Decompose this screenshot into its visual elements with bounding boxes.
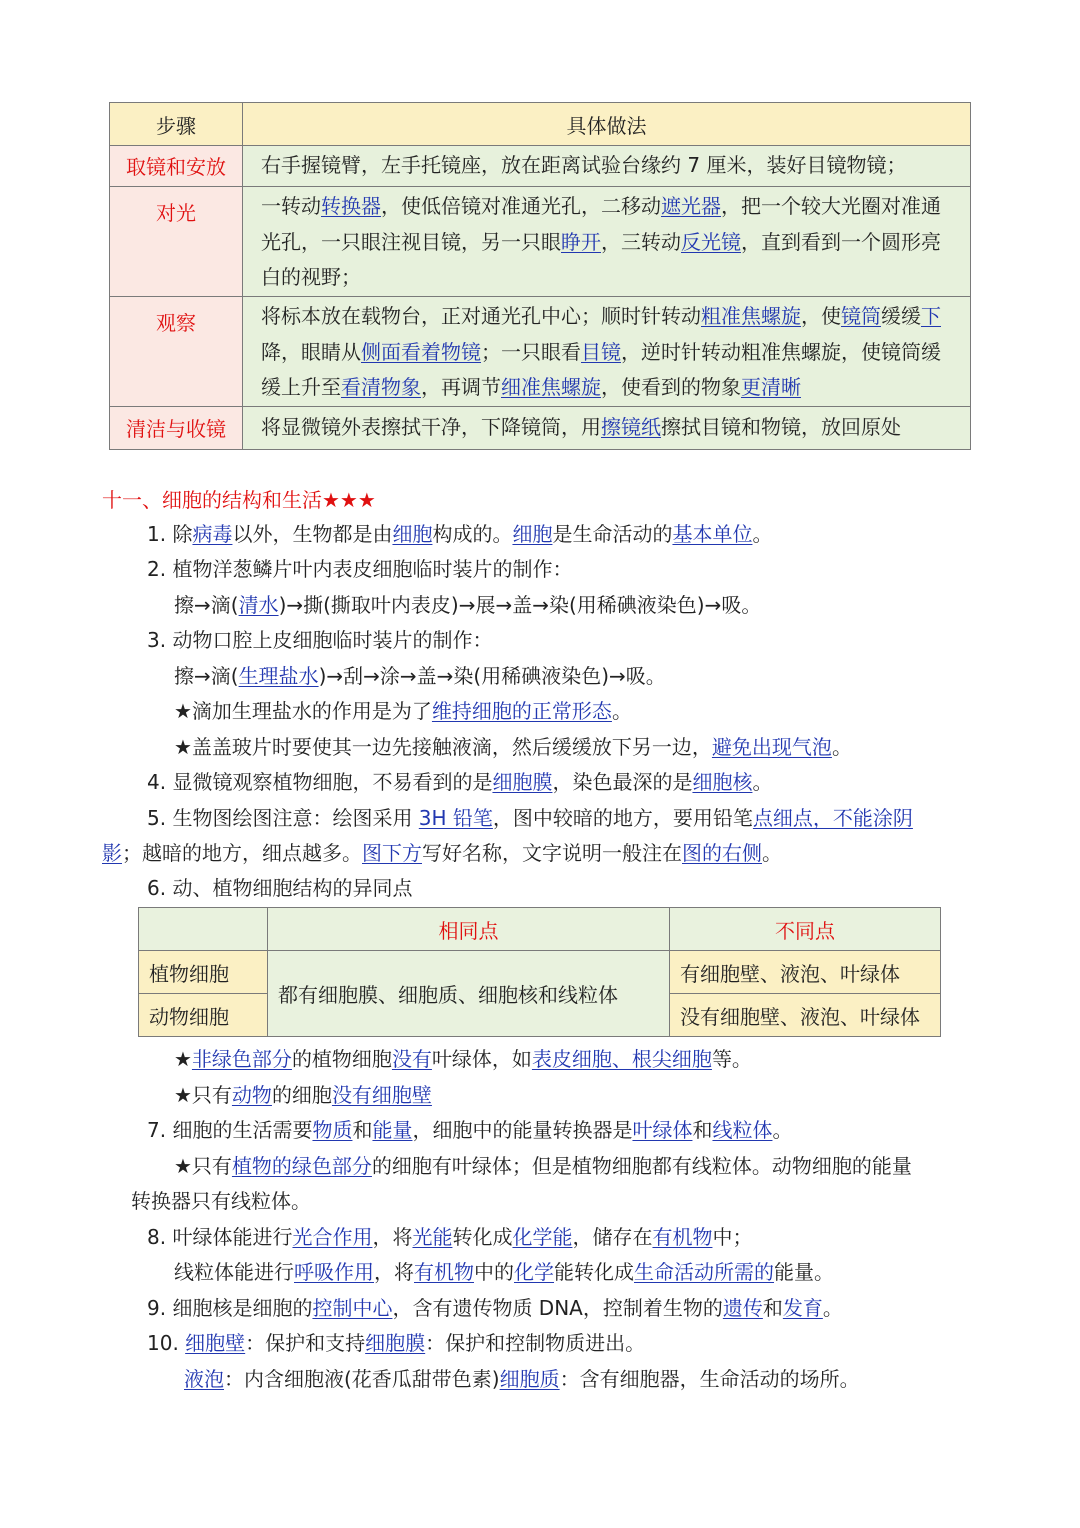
step-label: 取镜和安放 (110, 146, 243, 187)
header-blank (139, 908, 268, 951)
list-item: ★滴加生理盐水的作用是为了维持细胞的正常形态。 (174, 699, 632, 723)
row-label-plant: 植物细胞 (139, 951, 268, 994)
list-item: 9. 细胞核是细胞的控制中心，含有遗传物质 DNA，控制着生物的遗传和发育。 (147, 1296, 843, 1320)
list-item: ★盖盖玻片时要使其一边先接触液滴，然后缓缓放下另一边，避免出现气泡。 (174, 735, 852, 759)
list-item: 1. 除病毒以外，生物都是由细胞构成的。细胞是生命活动的基本单位。 (147, 522, 773, 546)
list-item: 影；越暗的地方，细点越多。图下方写好名称，文字说明一般注在图的右侧。 (102, 841, 782, 865)
list-item: 10. 细胞壁：保护和支持细胞膜：保护和控制物质进出。 (147, 1331, 646, 1355)
header-step: 步骤 (110, 103, 243, 146)
list-item: ★非绿色部分的植物细胞没有叶绿体，如表皮细胞、根尖细胞等。 (174, 1047, 752, 1071)
table-row (110, 407, 971, 450)
step-label: 观察 (110, 297, 243, 407)
list-item: 8. 叶绿体能进行光合作用，将光能转化成化学能，储存在有机物中； (147, 1225, 753, 1249)
table-row (139, 951, 941, 994)
row-label-animal: 动物细胞 (139, 994, 268, 1037)
list-item: 4. 显微镜观察植物细胞，不易看到的是细胞膜，染色最深的是细胞核。 (147, 770, 773, 794)
same-points: 都有细胞膜、细胞质、细胞核和线粒体 (268, 951, 670, 1037)
diff-animal: 没有细胞壁、液泡、叶绿体 (670, 994, 941, 1037)
table-header-row (110, 103, 971, 146)
cell-comparison-table (138, 907, 941, 1037)
list-item: 液泡：内含细胞液(花香瓜甜带色素)细胞质：含有细胞器，生命活动的场所。 (184, 1367, 860, 1391)
step-detail: 一转动转换器，使低倍镜对准通光孔，二移动遮光器，把一个较大光圈对准通光孔，一只眼注视目镜，另一只眼睁开，三转动反光镜，直到看到一个圆形亮白的视野； (243, 187, 971, 297)
list-item: 转换器只有线粒体。 (131, 1189, 311, 1213)
list-item: 6. 动、植物细胞结构的异同点 (147, 876, 413, 900)
list-item: 擦→滴(生理盐水)→刮→涂→盖→染(用稀碘液染色)→吸。 (174, 664, 666, 688)
list-item: 5. 生物图绘图注意：绘图采用 3H 铅笔，图中较暗的地方，要用铅笔点细点，不能涂阴 (147, 806, 913, 830)
list-item: 线粒体能进行呼吸作用，将有机物中的化学能转化成生命活动所需的能量。 (174, 1260, 834, 1284)
list-item: 7. 细胞的生活需要物质和能量，细胞中的能量转换器是叶绿体和线粒体。 (147, 1118, 793, 1142)
header-same: 相同点 (268, 908, 670, 951)
table-header-row (139, 908, 941, 951)
step-label: 清洁与收镜 (110, 407, 243, 450)
list-item: ★只有动物的细胞没有细胞壁 (174, 1083, 432, 1107)
list-item: 3. 动物口腔上皮细胞临时装片的制作： (147, 628, 493, 652)
table-row (110, 146, 971, 187)
list-item: 擦→滴(清水)→撕(撕取叶内表皮)→展→盖→染(用稀碘液染色)→吸。 (174, 593, 762, 617)
header-diff: 不同点 (670, 908, 941, 951)
table-row (110, 297, 971, 407)
diff-plant: 有细胞壁、液泡、叶绿体 (670, 951, 941, 994)
header-how: 具体做法 (243, 103, 971, 146)
step-detail: 将显微镜外表擦拭干净，下降镜筒，用擦镜纸擦拭目镜和物镜，放回原处 (243, 407, 971, 450)
section-title: 十一、细胞的结构和生活★★★ (102, 488, 376, 512)
step-label: 对光 (110, 187, 243, 297)
step-detail: 右手握镜臂，左手托镜座，放在距离试验台缘约 7 厘米，装好目镜物镜； (243, 146, 971, 187)
step-detail: 将标本放在载物台，正对通光孔中心；顺时针转动粗准焦螺旋，使镜筒缓缓下降，眼睛从侧面看着物镜；一只眼看目镜，逆时针转动粗准焦螺旋，使镜筒缓缓上升至看清物象，再调节细准焦螺旋，使看到的物象更清晰 (243, 297, 971, 407)
list-item: ★只有植物的绿色部分的细胞有叶绿体；但是植物细胞都有线粒体。动物细胞的能量 (174, 1154, 912, 1178)
microscope-steps-table (109, 102, 971, 450)
table-row (110, 187, 971, 297)
list-item: 2. 植物洋葱鳞片叶内表皮细胞临时装片的制作： (147, 557, 573, 581)
